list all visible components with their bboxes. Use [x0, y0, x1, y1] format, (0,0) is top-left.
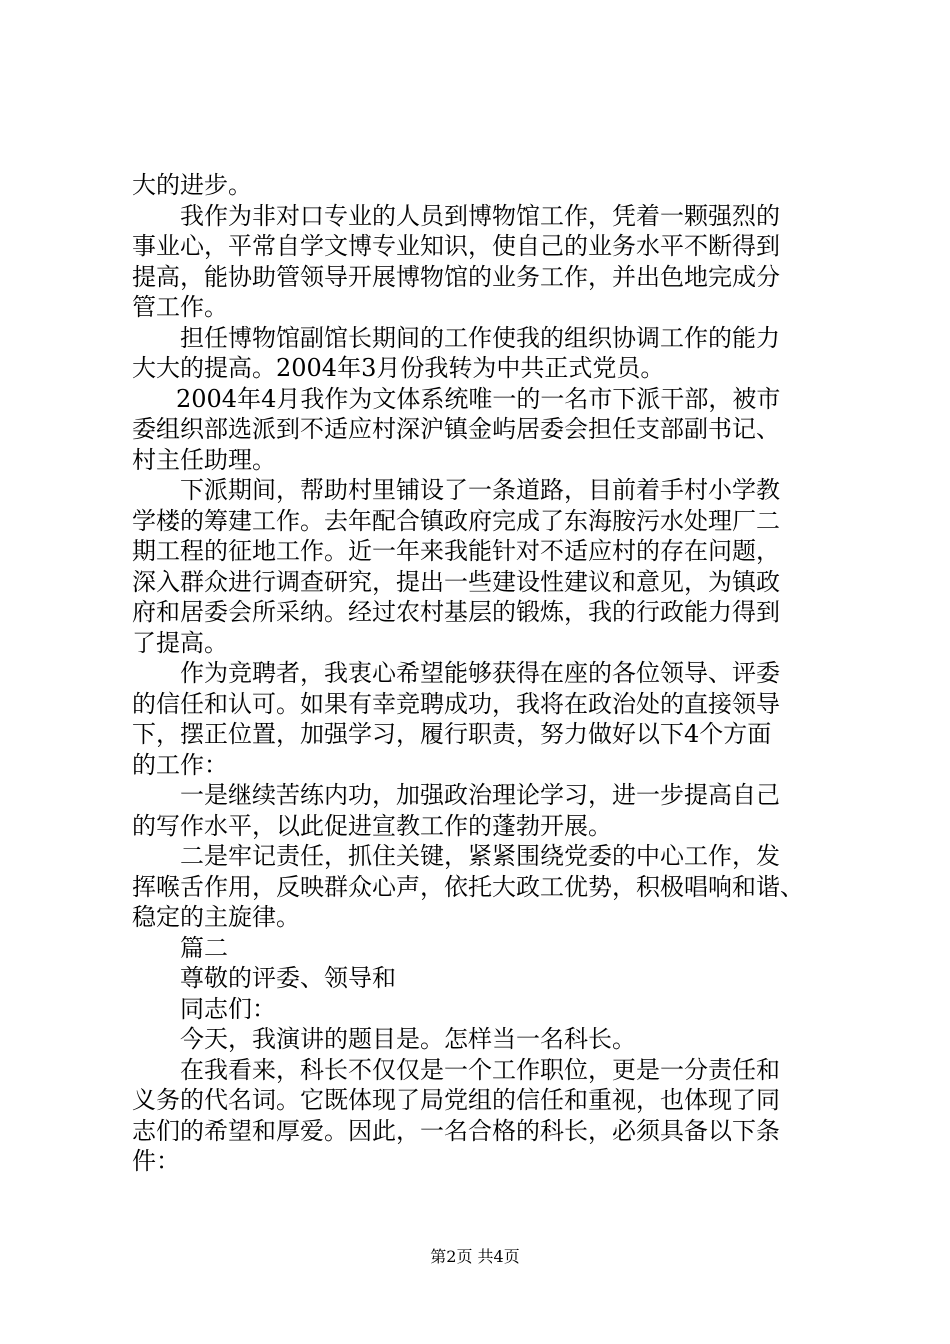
text-line: 我作为非对口专业的人员到博物馆工作，凭着一颗强烈的: [180, 201, 780, 230]
text-line: 的信任和认可。如果有幸竞聘成功，我将在政治处的直接领导: [132, 689, 780, 718]
section-heading: 篇二: [180, 933, 228, 962]
text-line: 大的进步。: [132, 171, 252, 199]
text-line: 件：: [132, 1147, 180, 1175]
text-line: 的工作：: [132, 750, 228, 779]
text-line: 挥喉舌作用，反映群众心声，依托大政工优势，积极唱响和谐、: [132, 872, 804, 901]
text-line: 深入群众进行调查研究，提出一些建设性建议和意见，为镇政: [132, 567, 780, 596]
page-number-indicator: 第2页 共4页: [430, 1247, 520, 1266]
text-line: 委组织部选派到不适应村深沪镇金屿居委会担任支部副书记、: [132, 415, 780, 443]
page-footer: [0, 1244, 950, 1267]
text-line: 担任博物馆副馆长期间的工作使我的组织协调工作的能力: [180, 323, 780, 352]
text-line: 稳定的主旋律。: [132, 903, 300, 931]
text-line: 事业心，平常自学文博专业知识，使自己的业务水平不断得到: [132, 232, 780, 260]
text-line: 作为竞聘者，我衷心希望能够获得在座的各位领导、评委: [180, 659, 780, 687]
text-line: 的写作水平，以此促进宣教工作的蓬勃开展。: [132, 811, 612, 840]
salutation-line: 同志们：: [180, 994, 276, 1023]
text-line: 下，摆正位置，加强学习，履行职责，努力做好以下4个方面: [132, 720, 772, 748]
text-line: 管工作。: [132, 293, 228, 321]
text-line: 大大的提高。2004年3月份我转为中共正式党员。: [132, 354, 665, 382]
text-line: 学楼的筹建工作。去年配合镇政府完成了东海胺污水处理厂二: [132, 506, 780, 535]
text-line: 村主任助理。: [132, 445, 276, 474]
text-line: 府和居委会所采纳。经过农村基层的锻炼，我的行政能力得到: [132, 598, 780, 626]
text-line: 期工程的征地工作。近一年来我能针对不适应村的存在问题，: [132, 537, 780, 565]
body-text: [132, 170, 847, 1177]
text-line: 在我看来，科长不仅仅是一个工作职位，更是一分责任和: [180, 1055, 780, 1084]
text-line: 提高，能协助管领导开展博物馆的业务工作，并出色地完成分: [132, 262, 780, 291]
text-line: 了提高。: [132, 628, 228, 657]
salutation-line: 尊敬的评委、领导和: [180, 964, 396, 992]
text-line: 下派期间，帮助村里铺设了一条道路，目前着手村小学教: [180, 476, 780, 504]
text-line: 二是牢记责任，抓住关键，紧紧围绕党委的中心工作，发: [180, 842, 780, 870]
text-line: 志们的希望和厚爱。因此，一名合格的科长，必须具备以下条: [132, 1116, 780, 1145]
text-line: 义务的代名词。它既体现了局党组的信任和重视，也体现了同: [132, 1086, 780, 1114]
text-line: 今天，我演讲的题目是。怎样当一名科长。: [180, 1025, 636, 1053]
text-line: 2004年4月我作为文体系统唯一的一名市下派干部，被市: [176, 384, 781, 413]
text-line: 一是继续苦练内功，加强政治理论学习，进一步提高自己: [180, 781, 780, 809]
